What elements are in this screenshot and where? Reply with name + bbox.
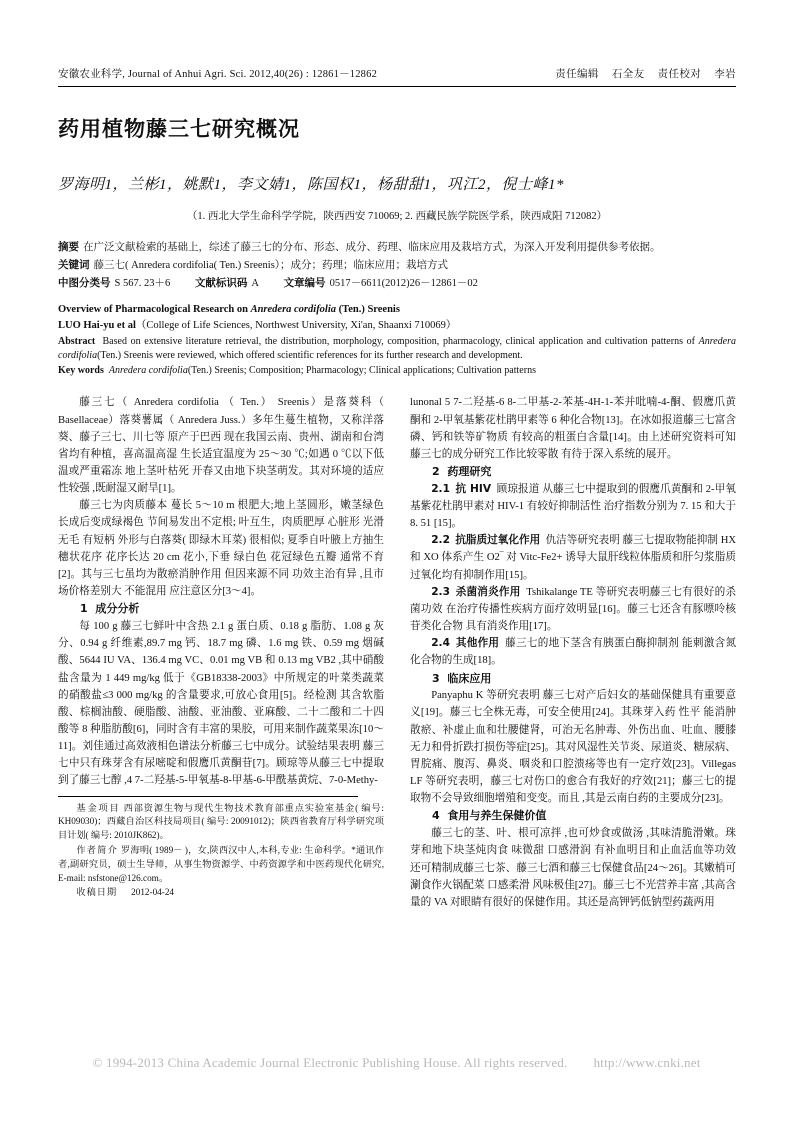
clc-value: S 567. 23＋6 [114,278,171,290]
paragraph-intro-2: 藤三七为肉质藤本 蔓长 5～10 m 根肥大;地上茎圆形，嫩茎绿色 长成后变成绿褐色 节间易发出不定根; 叶互生，肉质肥厚 心脏形 光滑无毛 有短柄 外形与白落葵( 即绿木耳菜) 很相似; 夏季自叶腋上方抽生穗状花序 花序长达 20 cm 花小,下垂 绿白色 花冠绿色五瓣 通常不育[2]。其与三七虽均为散瘀消肿作用 但因来源不同 功效主治有异 ,且市场价格差别大 不能混用 应注意区分[3～4]。 [58,500,384,598]
subsection-2-2-text: 仇洁等研究表明 藤三七提取物能抑制 HX 和 XO 体系产生 O2‾ 对 Vitc-Fe2+ 诱导大鼠肝线粒体脂质和肝匀浆脂质过氧化均有抑制作用[15]。 [410,535,737,581]
articleid-value: 0517－6611(2012)26－12861－02 [329,278,478,290]
subsection-2-1-number: 2.1 [431,482,450,495]
subsection-2-3 [410,584,736,635]
section-3-title: 临床应用 [447,671,492,685]
english-keywords-text: (Ten.) Sreenis; Composition; Pharmacology; Clinical applications; Cultivation patterns [187,365,536,377]
biography-label: 作者简介 [76,844,119,856]
paragraph-nutrition: 藤三七的茎、叶、根可凉拌 ,也可炒食或做汤 ,其味清脆滑嫩。珠芽和地下块茎炖肉食 味微甜 口感滑润 有补血明目和止血活血等功效 还可精制成藤三七茶、藤三七酒和藤三七保健食品[24～26]。其嫩梢可涮食作火锅配菜 口感柔滑 风味极佳[27]。藤三七不光营养丰富 ,其高含量的 VA 对眼睛有很好的保健作用。其还是高钾钙低钠型药蔬两用 [410,828,736,908]
editor-label: 责任编辑 [555,69,599,80]
english-keywords-species: Anredera cordifolia [108,365,188,377]
english-title [58,303,736,318]
keywords-chinese [58,257,736,274]
page-title: 药用植物藤三七研究概况 [58,116,300,141]
abstract-english-block [58,303,736,378]
abstract-label: 摘要 [58,240,79,253]
author-list: 罗海明1，兰彬1，姚默1，李文婧1，陈国权1，杨甜甜1，巩江2，倪士峰1* [58,176,565,193]
english-abstract-part2: (Ten.) Sreenis were reviewed, which offered scientific references for its further research and development. [97,349,523,361]
section-heading-3 [410,670,736,688]
keywords-text: 藤三七( Anredera cordifolia( Ten.) Sreenis）；成分；药理；临床应用；栽培方式 [93,259,449,271]
english-keywords [58,364,736,378]
paragraph-composition-cont: lunonal 5 7-二羟基-6 8-二甲基-2-苯基-4H-1-苯并吡喃-4-酮、假鹰爪黄酮和 2-甲氧基紫花杜鹃甲素等 6 种化合物[13]。在冰如报道藤三七富含磷、钙和铁等矿物质 有较高的粗蛋白含量[14]。由上述研究资料可知 藤三七的成分研究工作比较零散 有待于深入系统的展开。 [410,397,736,460]
doccode-value: A [251,278,259,290]
editor-info [545,68,736,82]
subsection-2-1-title: 抗 HIV [455,482,492,495]
paragraph-clinical: Panyaphu K 等研究表明 藤三七对产后妇女的基础保健具有重要意义[19]。藤三七全株无毒，可安全使用[24]。其珠芽入药 性平 能消肿散瘀、补虚止血和壮腰健肾，可治无名肿毒、外伤出血、吐血、腰膝无力和骨折跌打损伤等症[25]。其对风湿性关节炎、尿道炎、糖尿病、胃脘痛、腹泻、鼻炎、咽炎和口腔溃疡等也有一定疗效[23]。Villegas LF 等研究表明，藤三七对伤口的愈合有我好的疗效[21]；藤三七的提取物不会导致细胞增殖和变变。而且 ,其是云南白药的主要成分[23]。 [410,690,736,805]
subsection-2-3-title: 杀菌消炎作用 [455,585,521,598]
biography-text: 罗海明( 1989－ )，女,陕西汉中人,本科,专业: 生命科学。*通讯作者,副研究员，硕士生导师，从事生物资源学、中药资源学和中医药现代化研究, E-mail: nsfstone@126.com。 [58,844,385,883]
article-content [58,68,736,911]
subsection-2-4 [410,635,736,669]
subsection-2-1-text: 顾琼报道 从藤三七中提取到的假鹰爪黄酮和 2-甲氧基紫花杜鹃甲素对 HIV-1 有较好抑制活性 治疗指数分别为 7. 15 和大于 8. 51 [15]。 [410,483,737,530]
section-2-number: 2 [432,464,440,478]
journal-citation: 安徽农业科学, Journal of Anhui Agri. Sci. 2012,40(26) : 12861－12862 [58,69,378,80]
right-column [410,394,736,911]
funding-text: 西部资源生物与现代生物技术教育部重点实验室基金( 编号: KH09030)；西藏自治区科技局项目( 编号: 20091012)；陕西省教育厅科学研究项目计划( 编号: 2010JK862)。 [58,802,384,841]
doccode-segment [195,278,259,289]
proofreader-name: 李岩 [714,69,736,80]
section-4-title: 食用与养生保健价值 [447,809,547,823]
articleid-label: 文章编号 [283,277,326,290]
subsection-2-4-title: 其他作用 [455,637,500,650]
received-value: 2012-04-24 [131,887,175,898]
funding-label: 基金项目 [76,802,121,814]
classification-line [58,275,736,293]
section-3-number: 3 [432,671,440,685]
section-heading-4 [410,807,736,825]
subsection-2-1 [410,481,736,532]
subsection-2-3-text: Tshikalange TE 等研究表明藤三七有很好的杀菌功效 在治疗传播性疾病方面疗效明显[16]。藤三七还含有豚嘌呤核苷类化合物 具有消炎作用[17]。 [410,586,736,633]
proofreader-label: 责任校对 [657,69,702,80]
footnote-funding [58,802,384,843]
editor-name: 石全友 [611,69,645,80]
subsection-2-4-number: 2.4 [431,637,450,650]
subsection-2-3-number: 2.3 [431,585,450,598]
english-title-part2: (Ten.) Sreenis [336,303,400,315]
footnote-received-date [58,886,384,900]
english-authors [58,319,736,334]
paragraph-intro-1: 藤三七（ Anredera cordifolia （ Ten.） Sreenis）是落葵科（ Basellaceae）落葵薯属（ Anredera Juss.）多年生蔓生植物，又称洋落葵、藤子三七、川七等 原产于巴西 现在我国云南、贵州、湖南和台湾省均有种植，喜高温高湿 生长适宜温度为 25～30 ℃;如遇 0 ℃以下低温或严重霜冻 地上茎叶枯死 开春又由地下块茎萌发。其对环境的适应性较强 ,既耐湿又耐旱[1]。 [58,397,384,495]
body-columns [58,394,736,911]
page-footer [0,1055,793,1071]
section-4-number: 4 [432,809,440,823]
english-abstract-part1: Based on extensive literature retrieval, the distribution, morphology, composition, pharmacology, clinical application and cultivation patterns of [102,335,699,347]
running-head [58,68,736,86]
section-1-number: 1 [80,602,88,616]
received-label: 收稿日期 [76,887,118,899]
abstract-text: 在广泛文献检索的基础上，综述了藤三七的分布、形态、成分、药理、临床应用及栽培方式，为深入开发利用提供参考依据。 [83,241,661,253]
subsection-2-2-title: 抗脂质过氧化作用 [455,534,541,547]
header-divider [58,86,736,87]
subsection-2-2 [410,532,736,583]
subsection-2-4-text: 藤三七的地下茎含有胰蛋白酶抑制剂 能刺激含氮化合物的生成[18]。 [410,638,737,667]
section-heading-1 [58,600,384,618]
english-keywords-label: Key words [58,365,104,377]
doccode-label: 文献标识码 [194,277,248,290]
left-column [58,394,384,911]
author-affiliation: （1. 西北大学生命科学学院，陕西西安 710069; 2. 西藏民族学院医学系，陕西咸阳 712082） [186,210,608,222]
subsection-2-2-number: 2.2 [431,534,450,547]
footnote-biography [58,844,384,885]
abstract-chinese-block [58,239,736,293]
english-author-name: LUO Hai-yu et al [58,319,136,331]
english-abstract-label: Abstract [58,335,96,347]
english-abstract [58,335,736,363]
copyright-notice: © 1994-2013 China Academic Journal Electronic Publishing House. All rights reserved. [92,1055,568,1070]
section-2-title: 药理研究 [447,464,492,478]
articleid-segment [284,278,478,289]
english-abstract-species: Anredera cordifolia [58,335,736,361]
abstract-chinese [58,239,736,256]
keywords-label: 关键词 [58,258,90,271]
english-title-species: Anredera cordifolia [250,303,337,315]
clc-segment [58,278,170,289]
section-1-title: 成分分析 [95,602,140,616]
footnotes [58,802,384,901]
paragraph-composition: 每 100 g 藤三七鲜叶中含热 2.1 g 蛋白质、0.18 g 脂肪、1.08 g 灰分、0.94 g 纤维素,89.7 mg 钙、18.7 mg 磷、1.6 mg 铁、0.59 mg 烟碱酸、5644 IU VA、136.4 mg VC、0.01 mg VB 和 0.13 mg VB2 ,其中硝酸盐含量为 1 449 mg/kg 低于《GB18338-2003》中所规定的叶菜类蔬菜的硝酸盐≤3 000 mg/kg 的含量要求,可放心食用[5]。经检测 其含软脂酸、棕榈油酸、硬脂酸、油酸、亚油酸、亚麻酸、二十二酸和二十四酸等 8 种脂肪酸[6]，同时含有丰富的果胶，可用来制作蔬菜果冻[10～11]。刘佳通过高效液相色谱法分析藤三七中成分。试验结果表明 藤三七中只有珠芽含有尿嘧啶和假鹰爪黄酮苷[7]。顾琼等从藤三七中提取到了藤三七醇 ,4 7-二羟基-5-甲氧基-8-甲基-6-甲酰基黄烷、7-0-Methy- [58,621,384,787]
clc-label: 中图分类号 [58,277,111,290]
section-heading-2 [410,463,736,481]
footnote-divider [58,796,358,797]
english-title-part1: Overview of Pharmacological Research on [58,303,251,315]
english-author-affiliation: （College of Life Sciences, Northwest University, Xi'an, Shaanxi 710069） [135,319,457,331]
footer-url[interactable]: http://www.cnki.net [593,1055,701,1070]
